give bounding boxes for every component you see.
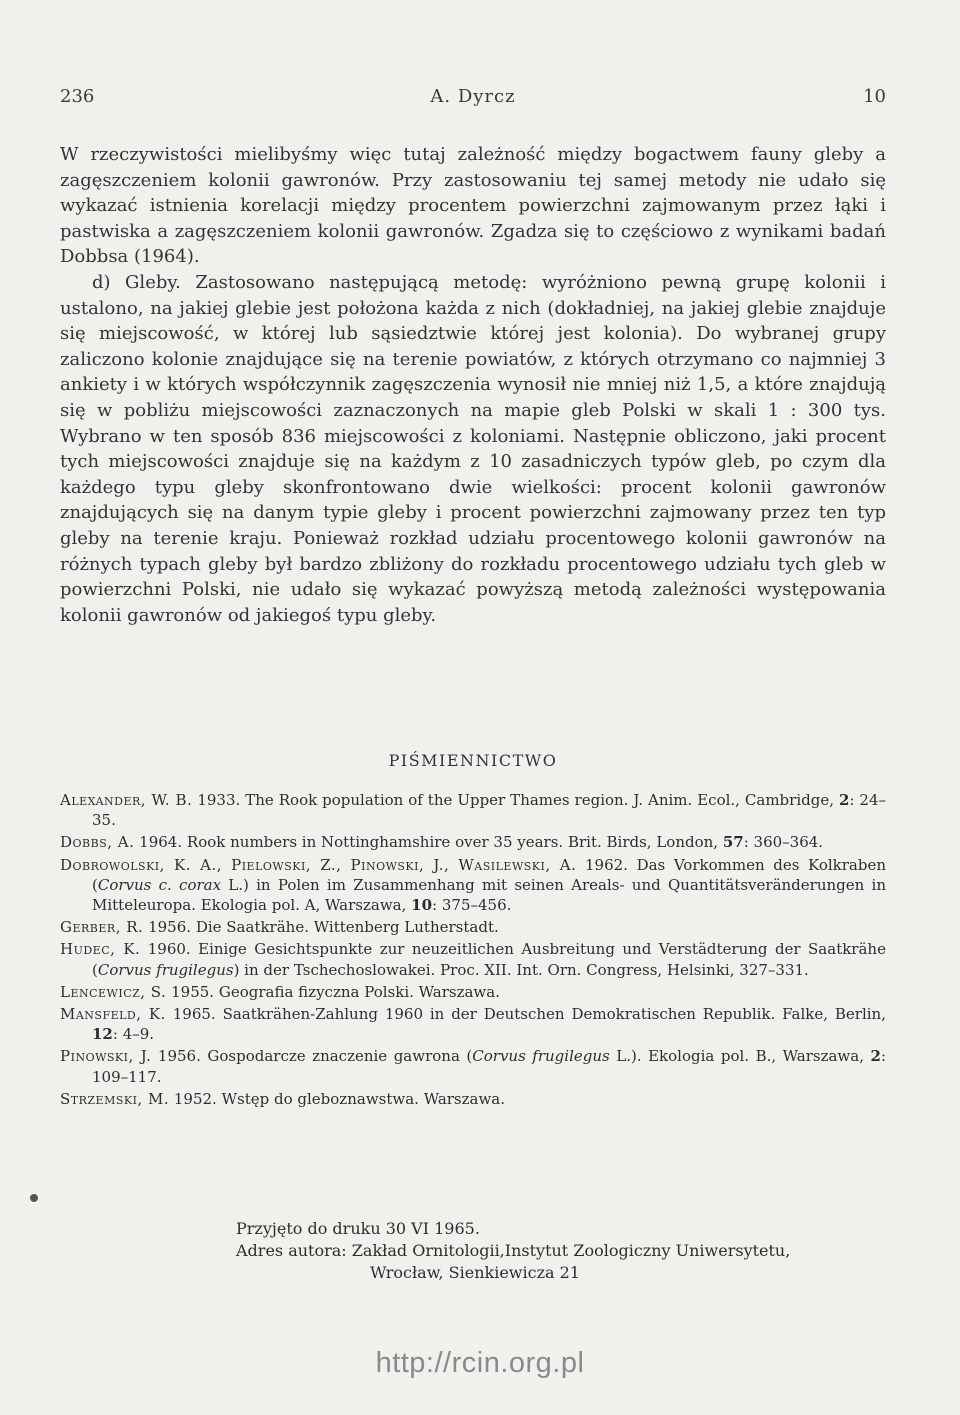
reference-text-cont: L.) in Polen im Zusammenhang mit seinen Areals- und Quantitätsveränderungen in Mitteleuropa. Ekologia pol. A, Warszawa, [92,875,886,915]
reference-year: 1956. [157,1047,201,1066]
reference-year: 1956. [148,918,192,937]
body-text [60,142,886,628]
reference-author: Gerber, R. [60,918,144,937]
reference-year: 1965. [172,1005,216,1024]
address-line-2: Wrocław, Sienkiewicza 21 [370,1263,580,1282]
margin-dot [30,1194,38,1202]
body-paragraph-1: W rzeczywistości mielibyśmy więc tutaj zależność między bogactwem fauny gleby a zagęszczeniem kolonii gawronów. Przy zastosowaniu tej samej metody nie udało się wykazać istnienia korelacji między procentem powierzchni zajmowanym przez łąki i pastwiska a zagęszczeniem kolonii gawronów. Zgadza się to częściowo z wynikami badań Dobbsa (1964). [60,144,886,268]
reference-pages: : 4–9. [112,1025,155,1044]
reference-item [60,1089,886,1109]
author-address [236,1240,896,1262]
reference-item [60,982,886,1002]
reference-text: Einige Gesichtspunkte zur neuzeitlichen Ausbreitung und Verstädterung der Saatkrähe ( [92,940,886,979]
references-list [60,790,886,1111]
reference-pages: : 375–456. [432,896,512,915]
reference-text: Rook numbers in Nottinghamshire over 35 years. Brit. Birds, London, [186,833,719,852]
reference-author: Hudec, K. [60,940,141,959]
reference-item [60,832,886,852]
running-head-author: A. Dyrcz [430,86,516,107]
reference-volume: 57 [722,833,744,852]
body-paragraph-2: d) Gleby. Zastosowano następującą metodę: wyróżniono pewną grupę kolonii i ustalono, na jakiej glebie jest położona każda z nich (dokładniej, na jakiej glebie znajduje się miejscowość, w której lub sąsiedztwie której jest kolonia). Do wybranej grupy zaliczono kolonie znajdujące się na terenie powiatów, z których otrzymano co najmniej 3 ankiety i w których współczynnik zagęszczenia wynosił nie mniej niż 1,5, a które znajdują się w pobliżu miejscowości zaznaczonych na mapie gleb Polski w skali 1 : 300 tys. Wybrano w ten sposób 836 miejscowości z koloniami. Następnie obliczono, jaki procent tych miejscowości znajduje się na każdym z 10 zasadniczych typów gleb, po czym dla każdego typu gleby skonfrontowano dwie wielkości: procent kolonii gawronów znajdujących się na danym typie gleby i procent powierzchni zajmowany przez ten typ gleby na terenie kraju. Ponieważ rozkład udziału procentowego kolonii gawronów na różnych typach gleby był bardzo zbliżony do rozkładu procentowego udziału tych gleb w powierzchni Polski, nie udało się wykazać powyższą metodą zależności występowania kolonii gawronów od jakiegoś typu gleby. [60,271,886,626]
section-number: 10 [863,86,886,107]
reference-year: 1952. [173,1089,217,1108]
reference-species: Corvus c. corax [97,875,222,894]
reference-text: The Rook population of the Upper Thames region. J. Anim. Ecol., Cambridge, [245,791,834,809]
reference-year: 1955. [171,982,215,1001]
reference-author: Dobbs, A. [60,833,135,852]
reference-volume: 10 [411,896,433,915]
reference-species: Corvus frugilegus [472,1047,610,1066]
reference-text-cont: L.). Ekologia pol. B., Warszawa, [609,1047,864,1066]
reference-volume: 2 [870,1047,881,1066]
reference-text: Die Saatkrähe. Wittenberg Lutherstadt. [195,918,499,937]
reference-author: Dobrowolski, K. A., Pielowski, Z., Pinowski, J., Wasilewski, A. [60,855,577,874]
address-line-1: Zakład Ornitologii,Instytut Zoologiczny Uniwersytetu, [351,1241,791,1260]
reference-item [60,917,886,937]
reference-text: Geografia fizyczna Polski. Warszawa. [218,982,500,1001]
reference-year: 1964. [139,833,183,852]
page-number: 236 [60,86,95,107]
reference-author: Lencewicz, S. [60,982,167,1001]
reference-author: Alexander, W. B. [60,791,193,809]
reference-year: 1933. [197,791,241,809]
reference-year: 1962. [584,855,628,874]
reference-item [60,1046,886,1086]
reference-pages: : 109–117. [92,1047,887,1086]
reference-author: Pinowski, J. [60,1047,152,1066]
reference-pages: : 360–364. [743,833,824,852]
reference-item [60,939,886,979]
article-footer [236,1218,896,1284]
reference-item [60,1004,886,1044]
address-label: Adres autora: [236,1241,347,1260]
reference-text: Wstęp do gleboznawstwa. Warszawa. [221,1089,506,1108]
reference-year: 1960. [147,940,191,959]
reference-item [60,855,886,916]
received-date: Przyjęto do druku 30 VI 1965. [236,1219,480,1238]
reference-author: Strzemski, M. [60,1089,170,1108]
reference-species: Corvus frugilegus [97,960,234,979]
reference-text: Gospodarcze znaczenie gawrona ( [207,1047,473,1066]
references-title: PIŚMIENNICTWO [388,751,558,770]
reference-volume: 2 [838,791,850,809]
reference-text: Das Vorkommen des Kolkraben ( [92,855,886,894]
reference-text-cont: ) in der Tschechoslowakei. Proc. XII. Int. Orn. Congress, Helsinki, 327–331. [233,960,809,979]
reference-item [60,790,886,830]
reference-text: Saatkrähen-Zahlung 1960 in der Deutschen Demokratischen Republik. Falke, Berlin, [222,1005,886,1024]
reference-author: Mansfeld, K. [60,1005,166,1024]
reference-volume: 12 [92,1025,113,1044]
reference-pages: : 24–35. [92,791,886,830]
source-url-watermark: http://rcin.org.pl [375,1347,585,1379]
